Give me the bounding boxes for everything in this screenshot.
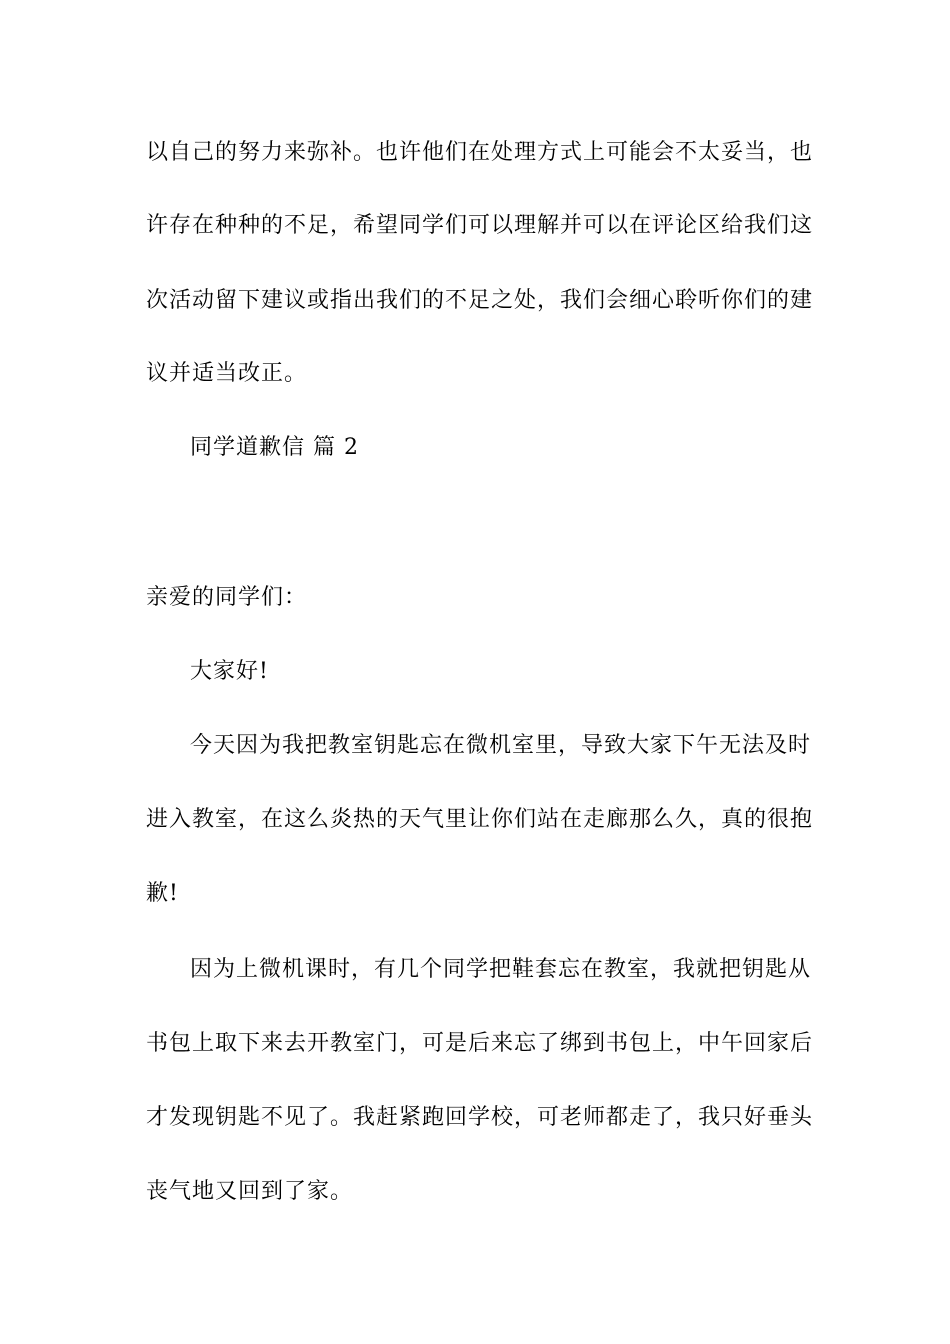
paragraph-line: 歉!: [146, 881, 179, 906]
paragraph-line: 进入教室，在这么炎热的天气里让你们站在走廊那么久，真的很抱: [146, 807, 814, 832]
paragraph-line: 次活动留下建议或指出我们的不足之处，我们会细心聆听你们的建: [146, 288, 814, 313]
paragraph-line: 今天因为我把教室钥匙忘在微机室里，导致大家下午无法及时: [190, 733, 812, 758]
paragraph-line: 丧气地又回到了家。: [146, 1179, 354, 1204]
paragraph-line: 才发现钥匙不见了。我赶紧跑回学校，可老师都走了，我只好垂头: [146, 1105, 814, 1130]
greeting: 大家好!: [190, 659, 269, 684]
paragraph-line: 以自己的努力来弥补。也许他们在处理方式上可能会不太妥当，也: [146, 140, 814, 165]
paragraph-line: 议并适当改正。: [146, 361, 308, 386]
paragraph-line: 因为上微机课时，有几个同学把鞋套忘在教室，我就把钥匙从: [190, 957, 812, 982]
salutation: 亲爱的同学们：: [146, 585, 308, 610]
paragraph-line: 许存在种种的不足，希望同学们可以理解并可以在评论区给我们这: [146, 213, 814, 238]
section-heading: 同学道歉信 篇 2: [190, 435, 359, 460]
paragraph-line: 书包上取下来去开教室门，可是后来忘了绑到书包上，中午回家后: [146, 1031, 814, 1056]
